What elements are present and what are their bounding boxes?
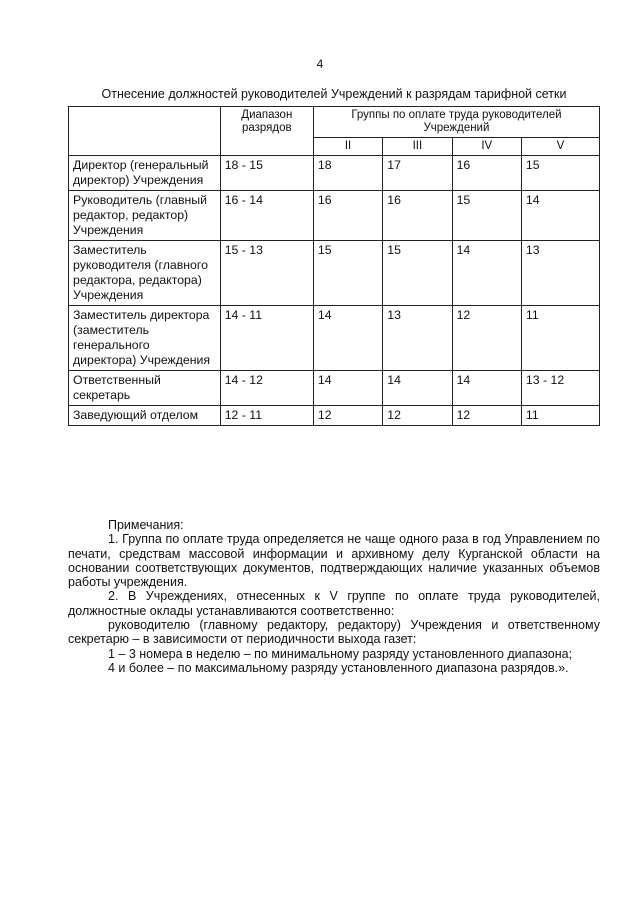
note-paragraph: 1 – 3 номера в неделю – по минимальному разряду установленного диапазона;	[108, 646, 573, 661]
value-cell: 13	[383, 306, 452, 371]
position-cell: Заместитель директора (заместитель генерального директора) Учреждения	[69, 306, 221, 371]
group-header: V	[521, 138, 599, 156]
notes-heading: Примечания:	[108, 518, 184, 532]
range-cell: 12 - 11	[220, 406, 313, 426]
table-row	[69, 191, 600, 241]
value-cell: 15	[383, 241, 452, 306]
page-number: 4	[316, 57, 324, 71]
group-header: III	[383, 138, 452, 156]
value-cell: 13 - 12	[521, 371, 599, 406]
position-cell: Заместитель руководителя (главного редактора, редактора) Учреждения	[69, 241, 221, 306]
note-paragraph: 4 и более – по максимальному разряду установленного диапазона разрядов.».	[108, 660, 569, 675]
value-cell: 14	[452, 371, 521, 406]
value-cell: 15	[452, 191, 521, 241]
value-cell: 15	[521, 156, 599, 191]
position-cell: Руководитель (главный редактор, редактор) Учреждения	[69, 191, 221, 241]
value-cell: 16	[313, 191, 382, 241]
table-row	[69, 371, 600, 406]
note-paragraph: 1. Группа по оплате труда определяется не чаще одного раза в год Управлением по печати, средствам массовой информации и архивному делу Курганской области на основании соответствующих документов, подтверждающих наличие указанных объемов работы учреждения.	[68, 532, 600, 590]
header-empty-cell	[69, 107, 221, 156]
value-cell: 16	[383, 191, 452, 241]
table-row	[69, 241, 600, 306]
range-cell: 16 - 14	[220, 191, 313, 241]
value-cell: 12	[452, 306, 521, 371]
notes-section	[68, 518, 600, 675]
position-cell: Заведующий отделом	[69, 406, 221, 426]
table-title: Отнесение должностей руководителей Учреждений к разрядам тарифной сетки	[101, 87, 567, 101]
range-cell: 18 - 15	[220, 156, 313, 191]
table-row	[69, 306, 600, 371]
value-cell: 11	[521, 306, 599, 371]
group-header: II	[313, 138, 382, 156]
table-header-row	[69, 107, 600, 138]
value-cell: 18	[313, 156, 382, 191]
value-cell: 14	[383, 371, 452, 406]
range-cell: 15 - 13	[220, 241, 313, 306]
note-paragraph: 2. В Учреждениях, отнесенных к V группе по оплате труда руководителей, должностные оклады устанавливаются соответственно:	[68, 589, 600, 618]
group-header: IV	[452, 138, 521, 156]
table-row	[69, 156, 600, 191]
range-cell: 14 - 11	[220, 306, 313, 371]
value-cell: 17	[383, 156, 452, 191]
value-cell: 12	[383, 406, 452, 426]
position-cell: Ответственный секретарь	[69, 371, 221, 406]
value-cell: 14	[313, 371, 382, 406]
note-paragraph: руководителю (главному редактору, редактору) Учреждения и ответственному секретарю – в зависимости от периодичности выхода газет:	[68, 618, 600, 647]
value-cell: 15	[313, 241, 382, 306]
position-cell: Директор (генеральный директор) Учреждения	[69, 156, 221, 191]
table-row	[69, 406, 600, 426]
value-cell: 14	[521, 191, 599, 241]
value-cell: 11	[521, 406, 599, 426]
value-cell: 16	[452, 156, 521, 191]
value-cell: 14	[313, 306, 382, 371]
value-cell: 12	[452, 406, 521, 426]
value-cell: 13	[521, 241, 599, 306]
header-range: Диапазон разрядов	[220, 107, 313, 156]
value-cell: 14	[452, 241, 521, 306]
range-cell: 14 - 12	[220, 371, 313, 406]
value-cell: 12	[313, 406, 382, 426]
header-groups: Группы по оплате труда руководителей Учреждений	[313, 107, 599, 138]
tariff-table	[68, 106, 600, 426]
